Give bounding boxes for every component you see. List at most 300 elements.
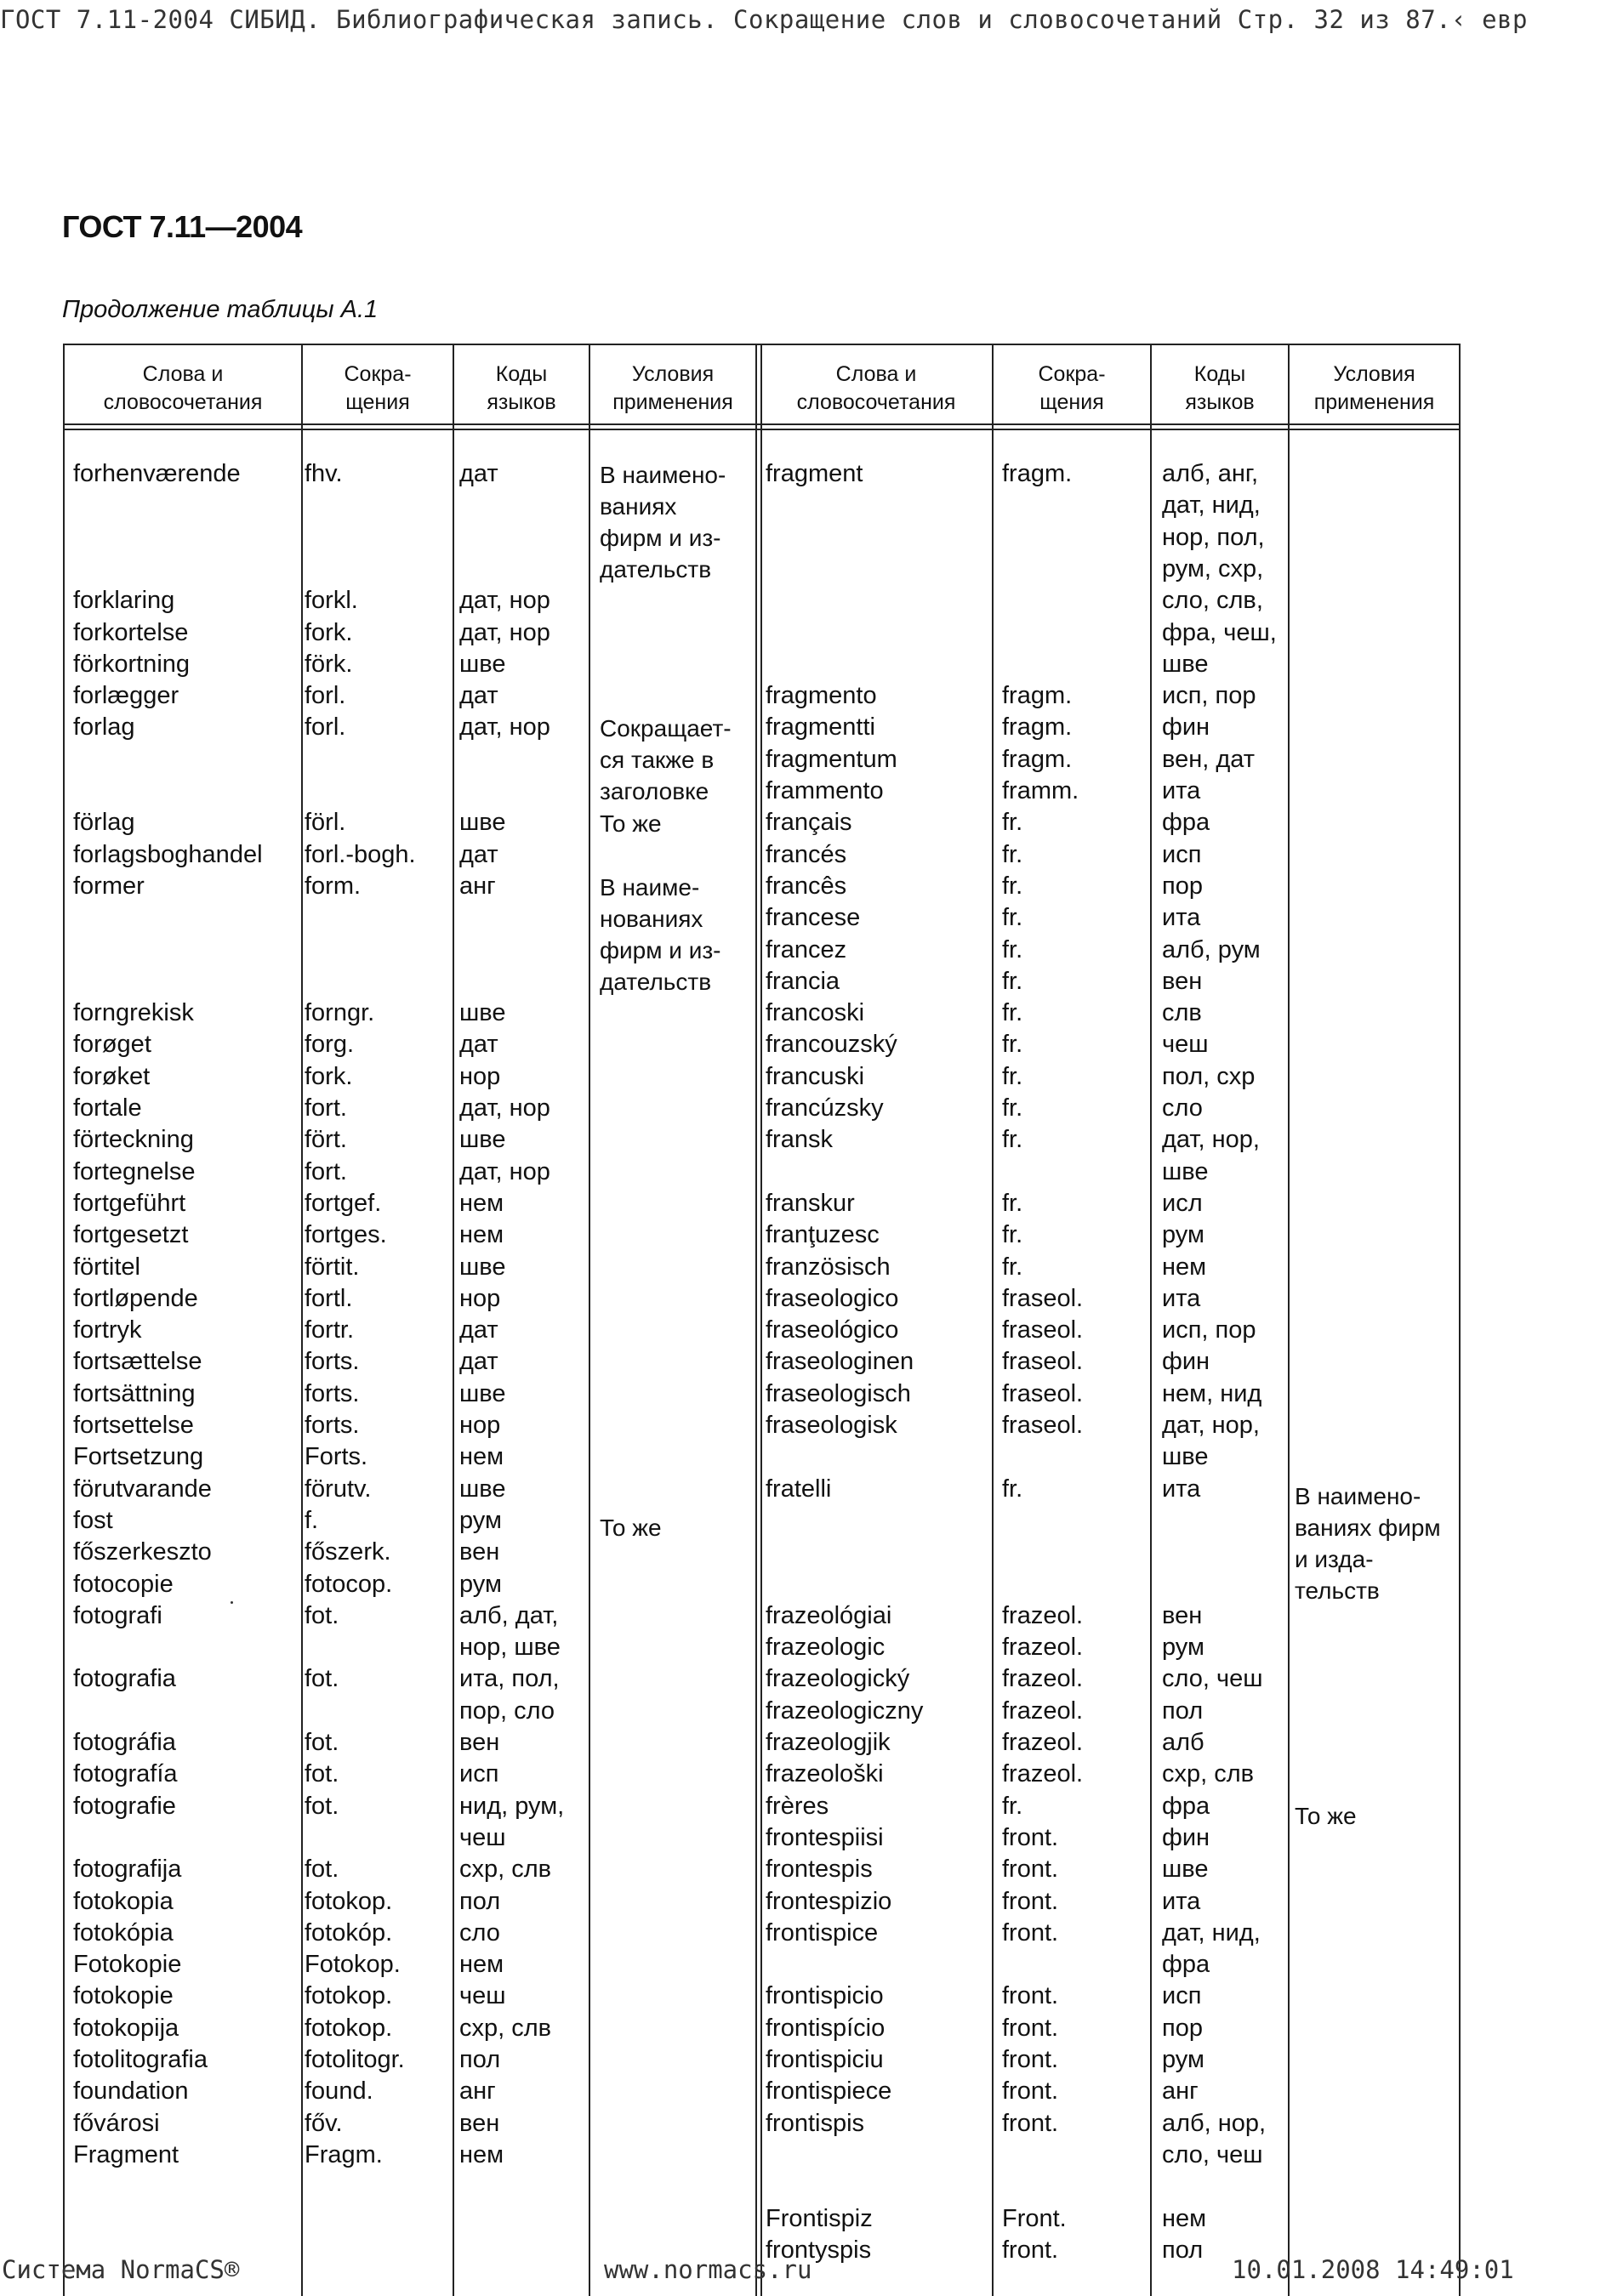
page-header: ГОСТ 7.11-2004 СИБИД. Библиографическая запись. Сокращение слов и словосочетаний Стр. 32 из 87.‹ евр <box>0 5 1528 34</box>
left-word-cell: forlagsboghandel <box>73 840 263 868</box>
left-abbr-cell: fot. <box>305 1665 339 1693</box>
left-code-cell: ита, пол, <box>459 1665 560 1693</box>
right-abbr-cell: front. <box>1002 2109 1059 2137</box>
right-word-cell: fragmentum <box>766 745 897 773</box>
left-abbr-cell: fotokop. <box>305 1982 393 2010</box>
right-code-cell: исп <box>1162 840 1202 868</box>
right-code-cell: исп, пор <box>1162 1316 1256 1344</box>
right-abbr-cell: front. <box>1002 2236 1059 2264</box>
right-word-cell: fragmentti <box>766 713 875 742</box>
right-code-cell: алб <box>1162 1729 1204 1756</box>
note-left-same-1: То же <box>600 810 662 837</box>
right-code-cell: схр, слв <box>1162 1760 1255 1788</box>
left-abbr-cell: Fragm. <box>305 2140 383 2168</box>
right-word-cell: fransk <box>766 1126 833 1154</box>
left-abbr-cell: fort. <box>305 1157 347 1185</box>
right-code-cell: фра, чеш, <box>1162 618 1277 646</box>
left-abbr-cell: förtit. <box>305 1253 360 1281</box>
right-abbr-cell: fraseol. <box>1002 1284 1084 1312</box>
left-abbr-cell: found. <box>305 2077 373 2106</box>
left-word-cell: Fortsetzung <box>73 1443 204 1471</box>
left-abbr-cell: fork. <box>305 1062 353 1090</box>
left-word-cell: fortsettelse <box>73 1412 194 1439</box>
left-abbr-cell: fört. <box>305 1126 347 1154</box>
right-code-cell: чеш <box>1162 1031 1209 1059</box>
header-cond-left: Условия применения <box>612 362 733 414</box>
right-word-cell: frazeologic <box>766 1634 886 1662</box>
right-abbr-cell: fraseol. <box>1002 1379 1084 1407</box>
scan-speck <box>231 1601 233 1604</box>
left-word-cell: fotokopija <box>73 2014 179 2042</box>
right-code-cell: пол <box>1162 1696 1204 1725</box>
left-code-cell: нем <box>459 1189 504 1217</box>
left-word-cell: főszerkeszto <box>73 1538 212 1566</box>
right-word-cell: frères <box>766 1792 829 1820</box>
left-abbr-cell: forts. <box>305 1412 360 1439</box>
left-abbr-cell: fot. <box>305 1601 339 1629</box>
right-word-cell: französisch <box>766 1253 891 1281</box>
right-word-cell: francoski <box>766 999 865 1027</box>
left-code-cell: дат, нор <box>459 1157 550 1185</box>
right-abbr-cell: fr. <box>1002 840 1023 868</box>
right-code-cell: рум <box>1162 1221 1204 1249</box>
left-abbr-cell: förl. <box>305 809 346 837</box>
right-code-cell: алб, нор, <box>1162 2109 1267 2137</box>
right-code-cell: пол, схр <box>1162 1062 1256 1090</box>
right-code-cell: вен, дат <box>1162 745 1256 773</box>
right-abbr-cell: frazeol. <box>1002 1696 1084 1725</box>
left-code-cell: нор <box>459 1062 501 1090</box>
left-code-cell: рум <box>459 1506 502 1534</box>
right-abbr-cell: fr. <box>1002 1126 1023 1154</box>
right-word-cell: frontispicio <box>766 1982 884 2010</box>
left-code-cell: рум <box>459 1570 502 1598</box>
left-word-cell: fotografía <box>73 1760 178 1788</box>
left-code-cell: сло <box>459 1918 500 1946</box>
right-code-cell: ита <box>1162 1475 1201 1503</box>
right-abbr-cell: fr. <box>1002 904 1023 932</box>
right-code-cell: нем <box>1162 2204 1207 2232</box>
left-code-cell: нор <box>459 1284 501 1312</box>
right-code-cell: фин <box>1162 1348 1210 1376</box>
left-word-cell: fost <box>73 1506 113 1534</box>
right-word-cell: franţuzesc <box>766 1221 880 1249</box>
left-code-cell: нор <box>459 1412 501 1439</box>
right-abbr-cell: fr. <box>1002 1062 1023 1090</box>
right-abbr-cell: fr. <box>1002 1094 1023 1122</box>
column-divider <box>1288 344 1290 2296</box>
right-word-cell: francia <box>766 967 840 995</box>
right-abbr-cell: fr. <box>1002 1792 1023 1820</box>
left-code-cell: нор, шве <box>459 1634 561 1662</box>
right-word-cell: frazeológiai <box>766 1601 892 1629</box>
left-word-cell: forngrekisk <box>73 999 194 1027</box>
right-code-cell: ита <box>1162 777 1201 804</box>
right-code-cell: шве <box>1162 650 1209 678</box>
left-code-cell: дат <box>459 1348 498 1376</box>
right-code-cell: анг <box>1162 2077 1199 2106</box>
right-abbr-cell: fr. <box>1002 935 1023 963</box>
right-word-cell: Frontispiz <box>766 2204 873 2232</box>
left-abbr-cell: fork. <box>305 618 353 646</box>
right-abbr-cell: fraseol. <box>1002 1412 1084 1439</box>
right-word-cell: fragment <box>766 460 863 487</box>
right-abbr-cell: fragm. <box>1002 460 1073 487</box>
right-code-cell: ита <box>1162 1887 1201 1915</box>
right-abbr-cell: front. <box>1002 2077 1059 2106</box>
left-abbr-cell: fort. <box>305 1094 347 1122</box>
left-word-cell: fotografia <box>73 1665 176 1693</box>
left-code-cell: исп <box>459 1760 499 1788</box>
left-abbr-cell: fortgef. <box>305 1189 382 1217</box>
left-abbr-cell: fot. <box>305 1760 339 1788</box>
right-code-cell: нем <box>1162 1253 1207 1281</box>
right-code-cell: пор <box>1162 872 1203 900</box>
left-abbr-cell: forg. <box>305 1031 355 1059</box>
left-code-cell: дат <box>459 682 498 710</box>
note-left-same-2: То же <box>600 1515 662 1541</box>
left-word-cell: förteckning <box>73 1126 194 1154</box>
left-code-cell: чеш <box>459 1823 506 1851</box>
left-word-cell: forøget <box>73 1031 151 1059</box>
right-code-cell: слв <box>1162 999 1202 1027</box>
right-code-cell: шве <box>1162 1856 1209 1884</box>
left-abbr-cell: f. <box>305 1506 319 1534</box>
header-abbr-right: Сокра- щения <box>1038 362 1106 414</box>
left-word-cell: fotográfia <box>73 1729 176 1756</box>
right-code-cell: сло, чеш <box>1162 1665 1263 1693</box>
left-code-cell: пол <box>459 1887 501 1915</box>
right-word-cell: frontispiece <box>766 2077 892 2106</box>
left-word-cell: fortgeführt <box>73 1189 186 1217</box>
left-code-cell: чеш <box>459 1982 506 2010</box>
right-code-cell: дат, нид, <box>1162 492 1261 520</box>
header-words-left: Слова и словосочетания <box>103 362 263 414</box>
header-separator <box>63 429 1461 430</box>
left-abbr-cell: förutv. <box>305 1475 372 1503</box>
right-abbr-cell: fragm. <box>1002 745 1073 773</box>
right-abbr-cell: frazeol. <box>1002 1601 1084 1629</box>
footer-url[interactable]: www.normacs.ru <box>604 2255 812 2284</box>
left-word-cell: fortegnelse <box>73 1157 196 1185</box>
left-word-cell: förlag <box>73 809 135 837</box>
left-word-cell: fortale <box>73 1094 142 1122</box>
right-code-cell: фин <box>1162 1823 1210 1851</box>
left-code-cell: схр, слв <box>459 2014 552 2042</box>
left-word-cell: fotokopia <box>73 1887 174 1915</box>
right-code-cell: нор, пол, <box>1162 523 1265 551</box>
left-word-cell: fortryk <box>73 1316 142 1344</box>
left-abbr-cell: förk. <box>305 650 353 678</box>
left-abbr-cell: forl. <box>305 713 346 742</box>
right-code-cell: исл <box>1162 1189 1203 1217</box>
right-word-cell: frontispício <box>766 2014 886 2042</box>
right-word-cell: frontespiisi <box>766 1823 884 1851</box>
right-code-cell: ита <box>1162 1284 1201 1312</box>
note-right-same: То же <box>1295 1803 1357 1829</box>
right-word-cell: frazeologjik <box>766 1729 891 1756</box>
left-word-cell: forhenværende <box>73 460 241 487</box>
right-word-cell: frontespizio <box>766 1887 892 1915</box>
right-abbr-cell: framm. <box>1002 777 1079 804</box>
right-abbr-cell: front. <box>1002 1823 1059 1851</box>
left-abbr-cell: főv. <box>305 2109 343 2137</box>
left-code-cell: вен <box>459 1538 500 1566</box>
left-abbr-cell: főszerk. <box>305 1538 391 1566</box>
left-code-cell: анг <box>459 2077 496 2106</box>
left-code-cell: нем <box>459 1221 504 1249</box>
left-abbr-cell: fot. <box>305 1856 339 1884</box>
left-abbr-cell: fot. <box>305 1729 339 1756</box>
left-code-cell: дат, нор <box>459 618 550 646</box>
right-code-cell: исп <box>1162 1982 1202 2010</box>
right-word-cell: francese <box>766 904 861 932</box>
right-abbr-cell: fr. <box>1002 967 1023 995</box>
header-cond-right: Условия применения <box>1313 362 1435 414</box>
left-word-cell: forkortelse <box>73 618 189 646</box>
right-word-cell: frontispiciu <box>766 2046 884 2073</box>
right-abbr-cell: Front. <box>1002 2204 1067 2232</box>
right-abbr-cell: front. <box>1002 2046 1059 2073</box>
left-word-cell: fotografi <box>73 1601 162 1629</box>
left-abbr-cell: forl.-bogh. <box>305 840 416 868</box>
right-word-cell: francês <box>766 872 847 900</box>
right-code-cell: рум <box>1162 1634 1204 1662</box>
left-word-cell: förkortning <box>73 650 191 678</box>
right-word-cell: frazeološki <box>766 1760 884 1788</box>
right-word-cell: francouzský <box>766 1031 897 1059</box>
right-abbr-cell: fr. <box>1002 999 1023 1027</box>
right-word-cell: franskur <box>766 1189 855 1217</box>
left-abbr-cell: fortges. <box>305 1221 387 1249</box>
left-code-cell: вен <box>459 1729 500 1756</box>
left-code-cell: дат, нор <box>459 587 550 615</box>
right-abbr-cell: frazeol. <box>1002 1665 1084 1693</box>
right-code-cell: фра <box>1162 1792 1210 1820</box>
right-code-cell: шве <box>1162 1443 1209 1471</box>
right-word-cell: fraseologisk <box>766 1412 897 1439</box>
right-abbr-cell: front. <box>1002 1918 1059 1946</box>
right-code-cell: сло <box>1162 1094 1203 1122</box>
right-word-cell: fraseologisch <box>766 1379 911 1407</box>
right-abbr-cell: fraseol. <box>1002 1316 1084 1344</box>
right-code-cell: нем, нид <box>1162 1379 1262 1407</box>
right-word-cell: frammento <box>766 777 884 804</box>
left-word-cell: forlægger <box>73 682 179 710</box>
left-word-cell: forøket <box>73 1062 151 1090</box>
left-code-cell: дат, нор <box>459 713 550 742</box>
left-code-cell: дат <box>459 1031 498 1059</box>
right-abbr-cell: fr. <box>1002 1253 1023 1281</box>
left-abbr-cell: forkl. <box>305 587 358 615</box>
note-left-firms-1: В наимено- ваниях фирм и из- дательств <box>600 462 726 583</box>
right-code-cell: фин <box>1162 713 1210 742</box>
right-word-cell: francez <box>766 935 847 963</box>
left-code-cell: нем <box>459 2140 504 2168</box>
right-word-cell: français <box>766 809 852 837</box>
right-code-cell: сло, чеш <box>1162 2140 1263 2168</box>
table-continuation-caption: Продолжение таблицы А.1 <box>62 296 379 323</box>
left-abbr-cell: forts. <box>305 1348 360 1376</box>
right-word-cell: francés <box>766 840 847 868</box>
left-abbr-cell: fotokop. <box>305 1887 393 1915</box>
left-code-cell: дат <box>459 1316 498 1344</box>
left-abbr-cell: fotokóp. <box>305 1918 393 1946</box>
left-abbr-cell: fotokop. <box>305 2014 393 2042</box>
column-divider <box>992 344 994 2296</box>
left-code-cell: шве <box>459 1475 506 1503</box>
right-abbr-cell: frazeol. <box>1002 1760 1084 1788</box>
column-divider <box>301 344 303 2296</box>
left-word-cell: fotografija <box>73 1856 182 1884</box>
left-abbr-cell: form. <box>305 872 362 900</box>
right-abbr-cell: fr. <box>1002 1189 1023 1217</box>
right-code-cell: фра <box>1162 1951 1210 1979</box>
left-word-cell: foundation <box>73 2077 189 2106</box>
left-code-cell: дат <box>459 840 498 868</box>
right-abbr-cell: fragm. <box>1002 713 1073 742</box>
left-abbr-cell: fortr. <box>305 1316 355 1344</box>
right-code-cell: фра <box>1162 809 1210 837</box>
left-code-cell: шве <box>459 999 506 1027</box>
right-word-cell: francuski <box>766 1062 865 1090</box>
right-abbr-cell: front. <box>1002 1887 1059 1915</box>
left-word-cell: fotografie <box>73 1792 176 1820</box>
left-code-cell: нид, рум, <box>459 1792 565 1820</box>
header-separator <box>63 423 1461 425</box>
column-divider <box>589 344 590 2296</box>
right-code-cell: сло, слв, <box>1162 587 1263 615</box>
left-code-cell: нем <box>459 1951 504 1979</box>
right-word-cell: fraseologico <box>766 1284 899 1312</box>
left-abbr-cell: forts. <box>305 1379 360 1407</box>
right-code-cell: дат, нор, <box>1162 1126 1260 1154</box>
left-abbr-cell: fortl. <box>305 1284 353 1312</box>
note-left-title: Сокращает- ся также в заголовке <box>600 715 732 804</box>
header-words-right: Слова и словосочетания <box>796 362 956 414</box>
right-abbr-cell: front. <box>1002 1856 1059 1884</box>
left-word-cell: fővárosi <box>73 2109 160 2137</box>
header-codes-right: Коды языков <box>1185 362 1255 414</box>
left-code-cell: схр, слв <box>459 1856 552 1884</box>
right-code-cell: рум, схр, <box>1162 554 1264 583</box>
right-word-cell: frontispis <box>766 2109 865 2137</box>
left-code-cell: нем <box>459 1443 504 1471</box>
left-word-cell: forlag <box>73 713 135 742</box>
right-word-cell: fratelli <box>766 1475 832 1503</box>
right-code-cell: пор <box>1162 2014 1203 2042</box>
left-word-cell: fortgesetzt <box>73 1221 189 1249</box>
header-codes-left: Коды языков <box>487 362 556 414</box>
right-word-cell: frazeologiczny <box>766 1696 924 1725</box>
right-abbr-cell: front. <box>1002 1982 1059 2010</box>
left-code-cell: анг <box>459 872 496 900</box>
left-word-cell: fortsättning <box>73 1379 196 1407</box>
right-code-cell: вен <box>1162 1601 1203 1629</box>
right-code-cell: алб, рум <box>1162 935 1261 963</box>
right-abbr-cell: fragm. <box>1002 682 1073 710</box>
right-abbr-cell: frazeol. <box>1002 1729 1084 1756</box>
left-abbr-cell: forl. <box>305 682 346 710</box>
left-abbr-cell: Fotokop. <box>305 1951 401 1979</box>
right-word-cell: fraseologinen <box>766 1348 914 1376</box>
left-word-cell: former <box>73 872 145 900</box>
right-abbr-cell: fraseol. <box>1002 1348 1084 1376</box>
right-abbr-cell: frazeol. <box>1002 1634 1084 1662</box>
left-word-cell: förtitel <box>73 1253 140 1281</box>
left-word-cell: fortløpende <box>73 1284 198 1312</box>
right-word-cell: francúzsky <box>766 1094 884 1122</box>
right-abbr-cell: fr. <box>1002 872 1023 900</box>
right-abbr-cell: fr. <box>1002 1475 1023 1503</box>
left-code-cell: дат <box>459 460 498 487</box>
right-word-cell: frontespis <box>766 1856 873 1884</box>
column-divider <box>1150 344 1152 2296</box>
right-code-cell: алб, анг, <box>1162 460 1259 487</box>
right-abbr-cell: front. <box>1002 2014 1059 2042</box>
left-code-cell: шве <box>459 1126 506 1154</box>
right-word-cell: frontispice <box>766 1918 879 1946</box>
left-word-cell: förutvarande <box>73 1475 212 1503</box>
left-word-cell: fotolitografia <box>73 2046 208 2073</box>
right-abbr-cell: fr. <box>1002 1031 1023 1059</box>
center-double-divider <box>755 344 762 2296</box>
left-word-cell: fotokópia <box>73 1918 174 1946</box>
left-word-cell: Fragment <box>73 2140 179 2168</box>
right-word-cell: fragmento <box>766 682 877 710</box>
left-abbr-cell: fotocop. <box>305 1570 393 1598</box>
left-word-cell: forklaring <box>73 587 175 615</box>
note-left-firms-2: В наиме- нованиях фирм и из- дательств <box>600 874 721 995</box>
left-code-cell: шве <box>459 650 506 678</box>
note-right-firms: В наимено- ваниях фирм и изда- тельств <box>1295 1483 1441 1604</box>
right-code-cell: дат, нид, <box>1162 1918 1261 1946</box>
header-abbr-left: Сокра- щения <box>344 362 412 414</box>
column-divider <box>453 344 454 2296</box>
left-word-cell: fotokopie <box>73 1982 174 2010</box>
left-abbr-cell: Forts. <box>305 1443 368 1471</box>
left-abbr-cell: fot. <box>305 1792 339 1820</box>
right-code-cell: шве <box>1162 1157 1209 1185</box>
right-word-cell: frazeologický <box>766 1665 910 1693</box>
left-abbr-cell: fhv. <box>305 460 343 487</box>
left-code-cell: алб, дат, <box>459 1601 559 1629</box>
left-code-cell: шве <box>459 1379 506 1407</box>
right-code-cell: вен <box>1162 967 1203 995</box>
right-abbr-cell: fr. <box>1002 1221 1023 1249</box>
right-word-cell: frontyspis <box>766 2236 872 2264</box>
right-word-cell: fraseológico <box>766 1316 899 1344</box>
left-code-cell: дат, нор <box>459 1094 550 1122</box>
footer-system: Система NormaCS® <box>2 2255 240 2284</box>
right-code-cell: дат, нор, <box>1162 1412 1260 1439</box>
left-code-cell: пор, сло <box>459 1696 555 1725</box>
right-code-cell: пол <box>1162 2236 1204 2264</box>
document-title: ГОСТ 7.11—2004 <box>62 209 303 244</box>
footer-datetime: 10.01.2008 14:49:01 <box>1232 2255 1514 2284</box>
left-abbr-cell: fotolitogr. <box>305 2046 405 2073</box>
left-word-cell: fotocopie <box>73 1570 174 1598</box>
left-code-cell: вен <box>459 2109 500 2137</box>
right-code-cell: рум <box>1162 2046 1204 2073</box>
left-word-cell: Fotokopie <box>73 1951 182 1979</box>
left-abbr-cell: forngr. <box>305 999 375 1027</box>
left-code-cell: шве <box>459 809 506 837</box>
left-word-cell: fortsættelse <box>73 1348 202 1376</box>
left-code-cell: шве <box>459 1253 506 1281</box>
left-code-cell: пол <box>459 2046 501 2073</box>
right-code-cell: ита <box>1162 904 1201 932</box>
